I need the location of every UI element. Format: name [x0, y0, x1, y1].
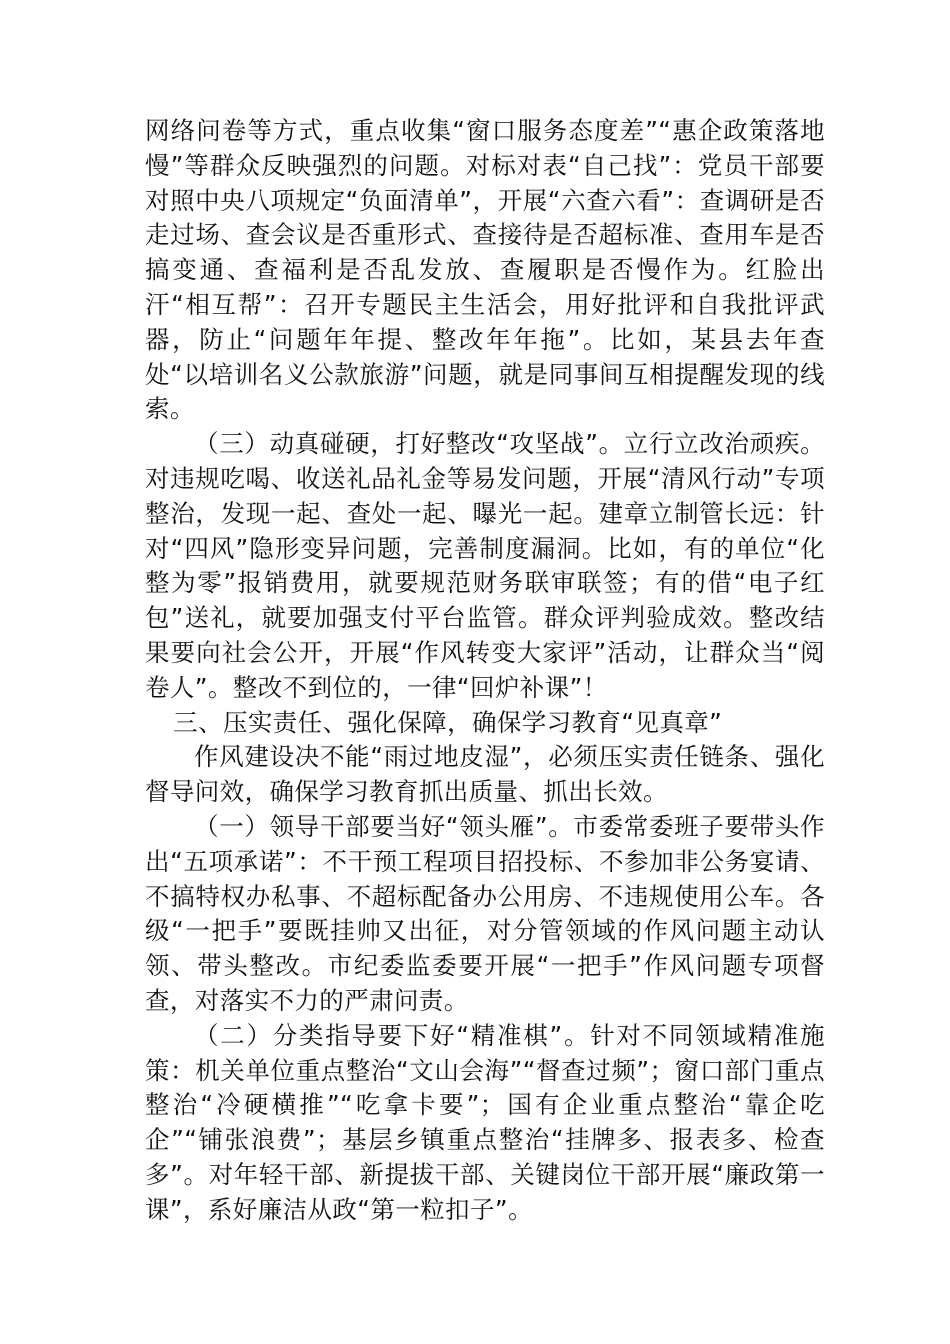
section-heading: 三、压实责任、强化保障，确保学习教育“见真章”: [173, 707, 723, 737]
paragraph-item-one: （一）领导干部要当好“领头雁”。市委常委班子要带头作出“五项承诺”：不干预工程项目招投标、不参加非公务宴请、不搞特权办私事、不超标配备办公用房、不违规使用公车。各级“一把手”要既挂帅又出征，对分管领域的作风问题主动认领、带头整改。市纪委监委要开展“一把手”作风问题专项督查，对落实不力的严肃问责。: [145, 811, 825, 1015]
paragraph-section-three: （三）动真碰硬，打好整改“攻坚战”。立行立改治顽疾。对违规吃喝、收送礼品礼金等易发问题，开展“清风行动”专项整治，发现一起、查处一起、曝光一起。建章立制管长远：针对“四风”隐形变异问题，完善制度漏洞。比如，有的单位“化整为零”报销费用，就要规范财务联审联签；有的借“电子红包”送礼，就要加强支付平台监管。群众评判验成效。整改结果要向社会公开，开展“作风转变大家评”活动，让群众当“阅卷人”。整改不到位的，一律“回炉补课”！: [145, 429, 825, 702]
paragraph-item-two: （二）分类指导要下好“精准棋”。针对不同领域精准施策：机关单位重点整治“文山会海”“督查过频”；窗口部门重点整治“冷硬横推”“吃拿卡要”；国有企业重点整治“靠企吃企”“铺张浪费”；基层乡镇重点整治“挂牌多、报表多、检查多”。对年轻干部、新提拔干部、关键岗位干部开展“廉政第一课”，系好廉洁从政“第一粒扣子”。: [145, 1020, 825, 1224]
paragraph-intro: 作风建设决不能“雨过地皮湿”，必须压实责任链条、强化督导问效，确保学习教育抓出质量、抓出长效。: [145, 742, 825, 807]
paragraph-continued: 网络问卷等方式，重点收集“窗口服务态度差”“惠企政策落地慢”等群众反映强烈的问题。对标对表“自己找”：党员干部要对照中央八项规定“负面清单”，开展“六查六看”：查调研是否走过场、查会议是否重形式、查接待是否超标准、查用车是否搞变通、查福利是否乱发放、查履职是否慢作为。红脸出汗“相互帮”：召开专题民主生活会，用好批评和自我批评武器，防止“问题年年提、整改年年拖”。比如，某县去年查处“以培训名义公款旅游”问题，就是同事间互相提醒发现的线索。: [145, 116, 825, 424]
document-body: [145, 114, 825, 1228]
